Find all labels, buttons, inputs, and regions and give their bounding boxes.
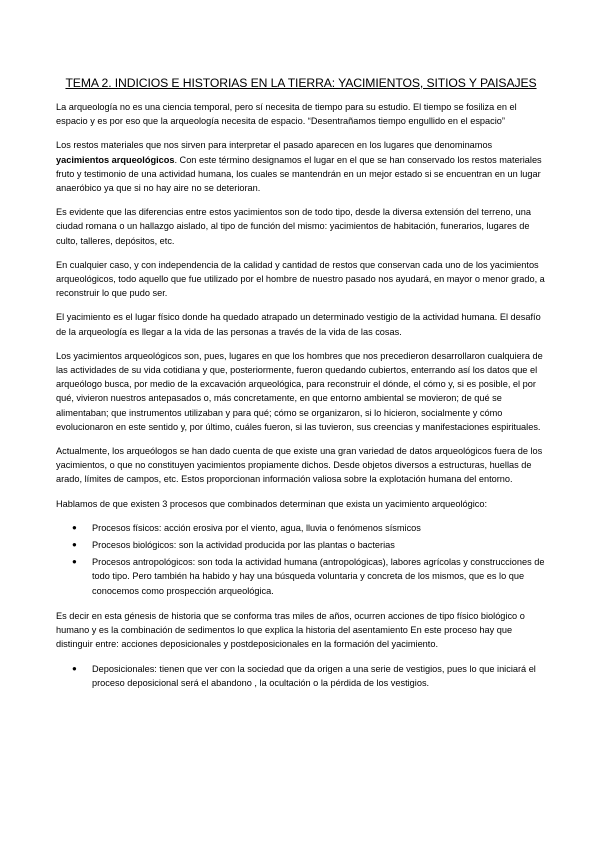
paragraph-9: Es decir en esta génesis de historia que se conforma tras miles de años, ocurren acciones de tipo físico biológico o humano y es la combinación de sedimentos lo que explica la historia del asentamiento En este proceso hay que distinguir entre: acciones deposicionales y postdeposicionales en la formación del yacimiento.	[56, 610, 525, 650]
bullet-icon: ●	[72, 540, 77, 550]
list-item	[56, 521, 546, 535]
document-title: TEMA 2. INDICIOS E HISTORIAS EN LA TIERRA: YACIMIENTOS, SITIOS Y PAISAJES	[65, 76, 537, 90]
paragraph-6: Los yacimientos arqueológicos son, pues, lugares en que los hombres que nos precedieron desarrollaron cualquiera de las actividades de su vida cotidiana y que, posteriormente, fueron quedando cubiertos, enterrando así los datos que el arqueólogo busca, por medio de la excavación arqueológica, para reconstruir el dónde, el cómo y, si es posible, el por qué, vivieron nuestros antepasados o, más concretamente, en que entorno ambiental se movieron; de qué se alimentaban; que instrumentos utilizaban y para qué; cómo se organizaron, si lo hicieron, socialmente y cómo evolucionaron en este sentido y, por último, cuáles fueron, si las tuvieron, sus creencias y manifestaciones espirituales.	[56, 350, 543, 432]
deposition-list	[56, 662, 546, 690]
process-list	[56, 521, 546, 598]
list-item-text: Procesos físicos: acción erosiva por el viento, agua, lluvia o fenómenos sísmicos	[92, 522, 421, 533]
paragraph-1: La arqueología no es una ciencia temporal, pero sí necesita de tiempo para su estudio. El tiempo se fosiliza en el espacio y es por eso que la arqueología necesita de espacio. “Desentrañamos tiempo engullido en el espacio”	[56, 102, 517, 127]
paragraph-2	[56, 138, 546, 195]
bullet-icon: ●	[72, 557, 77, 567]
list-item	[56, 538, 546, 552]
list-item	[56, 555, 546, 598]
paragraph-4: En cualquier caso, y con independencia de la calidad y cantidad de restos que conservan cada uno de los yacimientos arqueológicos, todo aquello que fue utilizado por el hombre de nuestro pasado nos ayudará, en mayor o menor grado, a reconstruir lo que pudo ser.	[56, 259, 545, 299]
list-item	[56, 662, 546, 690]
bullet-icon: ●	[72, 522, 77, 532]
paragraph-3: Es evidente que las diferencias entre estos yacimientos son de todo tipo, desde la diversa extensión del terreno, una ciudad romana o un hallazgo aislado, al tipo de función del mismo: yacimientos de habitación, funerarios, lugares de culto, talleres, depósitos, etc.	[56, 207, 531, 246]
paragraph-2-text-a: Los restos materiales que nos sirven para interpretar el pasado aparecen en los lugares que denominamos	[56, 140, 493, 151]
list-item-text: Procesos biológicos: son la actividad producida por las plantas o bacterias	[92, 540, 395, 551]
bullet-icon: ●	[72, 663, 77, 673]
paragraph-5: El yacimiento es el lugar físico donde ha quedado atrapado un determinado vestigio de la actividad humana. El desafío de la arqueología es llegar a la vida de las personas a través de la vida de las cosas.	[56, 312, 541, 337]
paragraph-2-bold-term: yacimientos arqueológicos	[56, 154, 175, 165]
paragraph-8: Hablamos de que existen 3 procesos que combinados determinan que exista un yacimiento arqueológico:	[56, 498, 488, 509]
list-item-text: Deposicionales: tienen que ver con la sociedad que da origen a una serie de vestigios, pues lo que iniciará el proceso deposicional será el abandono , la ocultación o la pérdida de los vestigios.	[92, 663, 536, 688]
list-item-text: Procesos antropológicos: son toda la actividad humana (antropológicas), labores agrícolas y construcciones de todo tipo. Pero también ha habido y hay una búsqueda voluntaria y concreta de los mismos, que es lo que conocemos como prospección arqueológica.	[92, 557, 545, 596]
document-body	[56, 76, 546, 701]
paragraph-2-text-b: . Con este término designamos el lugar en el que se han conservado los restos materiales fruto y testimonio de una actividad humana, los cuales se mantendrán en un mejor estado si se encuentran en un lugar anaeróbico ya que si no hay aire no se deterioran.	[56, 154, 542, 194]
paragraph-7: Actualmente, los arqueólogos se han dado cuenta de que existe una gran variedad de datos arqueológicos fuera de los yacimientos, o que no constituyen yacimientos propiamente dichos. Desde objetos diversos a estructuras, huellas de arado, límites de campos, etc. Estos proporcionan información valiosa sobre la explotación humana del entorno.	[56, 446, 543, 485]
